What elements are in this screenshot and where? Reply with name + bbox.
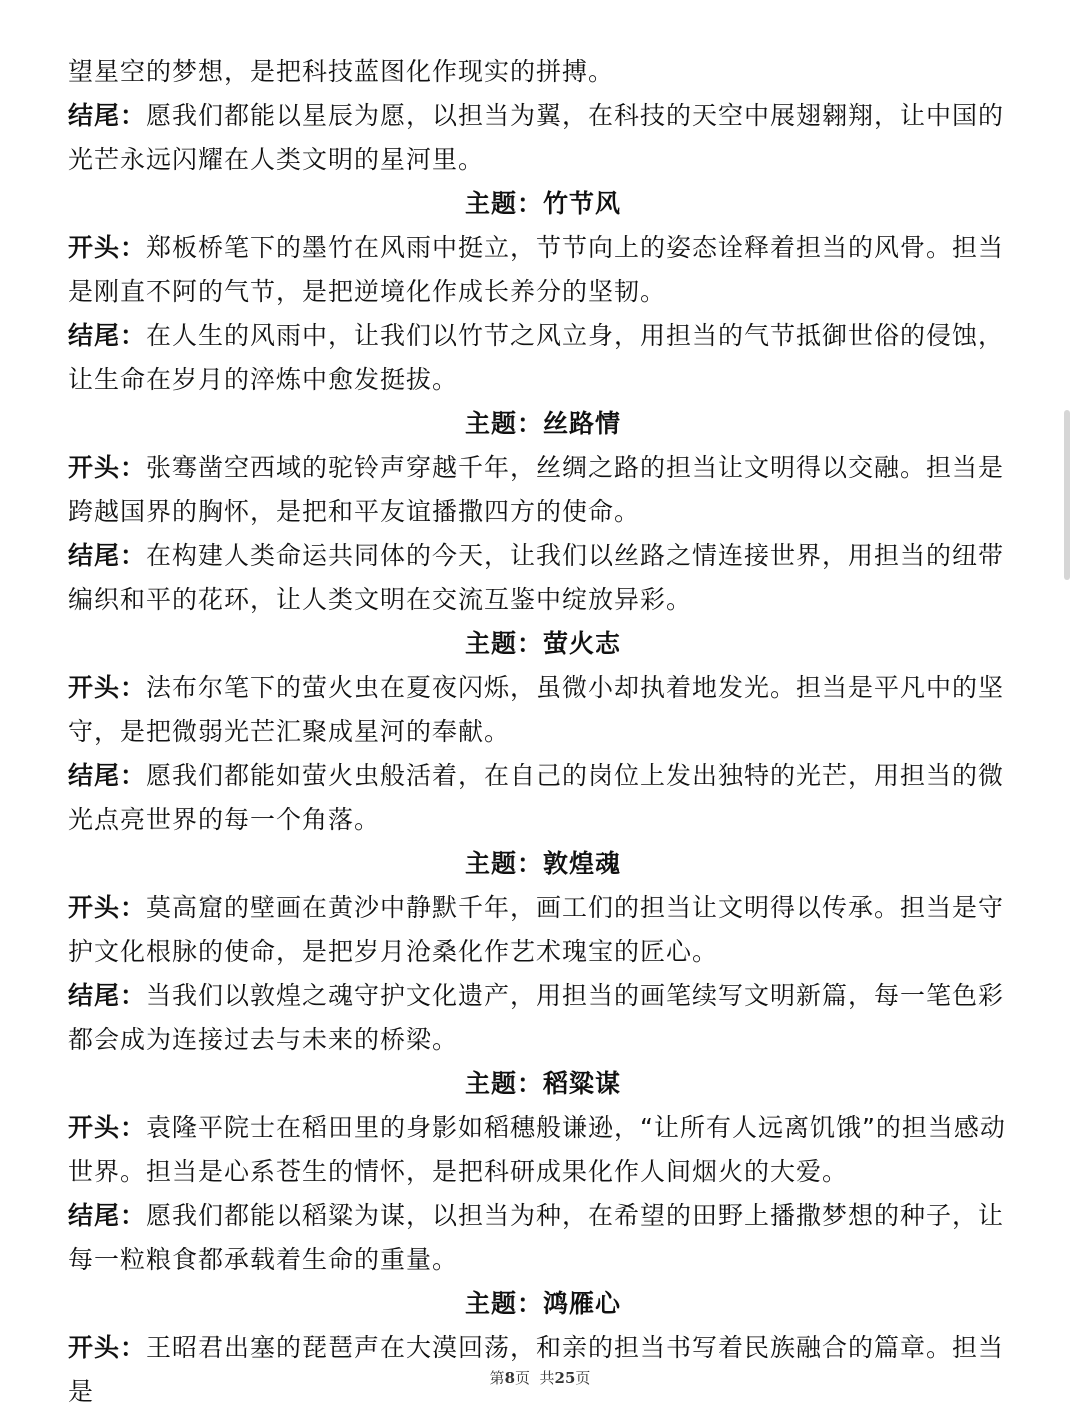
ending-paragraph [68,534,1018,622]
opening-label: 开头： [68,673,147,702]
opening-label: 开头： [68,1113,147,1142]
theme-label: 主题： [464,189,543,218]
ending-paragraph [68,1194,1018,1282]
theme-section [68,842,1018,1062]
theme-section [68,622,1018,842]
theme-section [68,1062,1018,1282]
theme-title: 鸿雁心 [543,1289,622,1318]
ending-text: 当我们以敦煌之魂守护文化遗产，用担当的画笔续写文明新篇，每一笔色彩都会成为连接过去与未来的桥梁。 [68,981,1005,1054]
ending-paragraph [68,314,1018,402]
ending-paragraph [68,754,1018,842]
scrollbar-thumb[interactable] [1064,410,1070,580]
opening-text: 郑板桥笔下的墨竹在风雨中挺立，节节向上的姿态诠释着担当的风骨。担当是刚直不阿的气节，是把逆境化作成长养分的坚韧。 [68,233,1005,306]
footer-prefix: 第 [489,1369,505,1387]
theme-title: 竹节风 [543,189,622,218]
ending-label: 结尾： [68,761,147,790]
theme-heading [68,1282,1018,1326]
theme-heading [68,622,1018,666]
intro-paragraph: 望星空的梦想，是把科技蓝图化作现实的拼搏。 [68,57,615,86]
theme-heading [68,842,1018,886]
ending-label: 结尾： [68,101,147,130]
theme-label: 主题： [464,849,543,878]
opening-label: 开头： [68,1333,147,1362]
ending-text: 愿我们都能以星辰为愿，以担当为翼，在科技的天空中展翅翱翔，让中国的光芒永远闪耀在人类文明的星河里。 [68,101,1005,174]
ending-text: 在构建人类命运共同体的今天，让我们以丝路之情连接世界，用担当的纽带编织和平的花环，让人类文明在交流互鉴中绽放异彩。 [68,541,1005,614]
opening-text: 莫高窟的壁画在黄沙中静默千年，画工们的担当让文明得以传承。担当是守护文化根脉的使命，是把岁月沧桑化作艺术瑰宝的匠心。 [68,893,1005,966]
page-footer [0,1367,1080,1388]
ending-label: 结尾： [68,321,147,350]
theme-title: 萤火志 [543,629,622,658]
theme-label: 主题： [464,409,543,438]
theme-title: 稻粱谋 [543,1069,622,1098]
ending-label: 结尾： [68,1201,147,1230]
ending-text: 愿我们都能以稻粱为谋，以担当为种，在希望的田野上播撒梦想的种子，让每一粒粮食都承载着生命的重量。 [68,1201,1005,1274]
opening-paragraph [68,446,1018,534]
opening-text: 法布尔笔下的萤火虫在夏夜闪烁，虽微小却执着地发光。担当是平凡中的坚守，是把微弱光芒汇聚成星河的奉献。 [68,673,1005,746]
theme-heading [68,1062,1018,1106]
theme-heading [68,182,1018,226]
opening-paragraph [68,886,1018,974]
opening-text: 张骞凿空西域的驼铃声穿越千年，丝绸之路的担当让文明得以交融。担当是跨越国界的胸怀，是把和平友谊播撒四方的使命。 [68,453,1005,526]
opening-paragraph [68,1106,1018,1194]
theme-label: 主题： [464,1289,543,1318]
ending-label: 结尾： [68,981,147,1010]
page-content [68,50,1018,1414]
ending-text: 在人生的风雨中，让我们以竹节之风立身，用担当的气节抵御世俗的侵蚀，让生命在岁月的淬炼中愈发挺拔。 [68,321,1005,394]
footer-page-number: 8 [504,1369,515,1387]
opening-paragraph [68,666,1018,754]
ending-paragraph [68,974,1018,1062]
theme-section [68,1282,1018,1414]
footer-suffix: 页 [575,1369,591,1387]
opening-label: 开头： [68,233,147,262]
footer-middle: 页 共 [515,1369,555,1387]
opening-label: 开头： [68,893,147,922]
theme-section [68,402,1018,622]
ending-text: 愿我们都能如萤火虫般活着，在自己的岗位上发出独特的光芒，用担当的微光点亮世界的每一个角落。 [68,761,1005,834]
opening-paragraph [68,226,1018,314]
theme-label: 主题： [464,1069,543,1098]
theme-title: 丝路情 [543,409,622,438]
opening-label: 开头： [68,453,147,482]
theme-label: 主题： [464,629,543,658]
ending-label: 结尾： [68,541,147,570]
theme-section [68,182,1018,402]
footer-total-pages: 25 [554,1369,576,1387]
theme-title: 敦煌魂 [543,849,622,878]
opening-text: 袁隆平院士在稻田里的身影如稻穗般谦逊，“让所有人远离饥饿”的担当感动世界。担当是心系苍生的情怀，是把科研成果化作人间烟火的大爱。 [68,1113,1006,1186]
theme-heading [68,402,1018,446]
ending-paragraph [68,94,1018,182]
opening-text: 王昭君出塞的琵琶声在大漠回荡，和亲的担当书写着民族融合的篇章。担当是 [68,1333,1005,1406]
